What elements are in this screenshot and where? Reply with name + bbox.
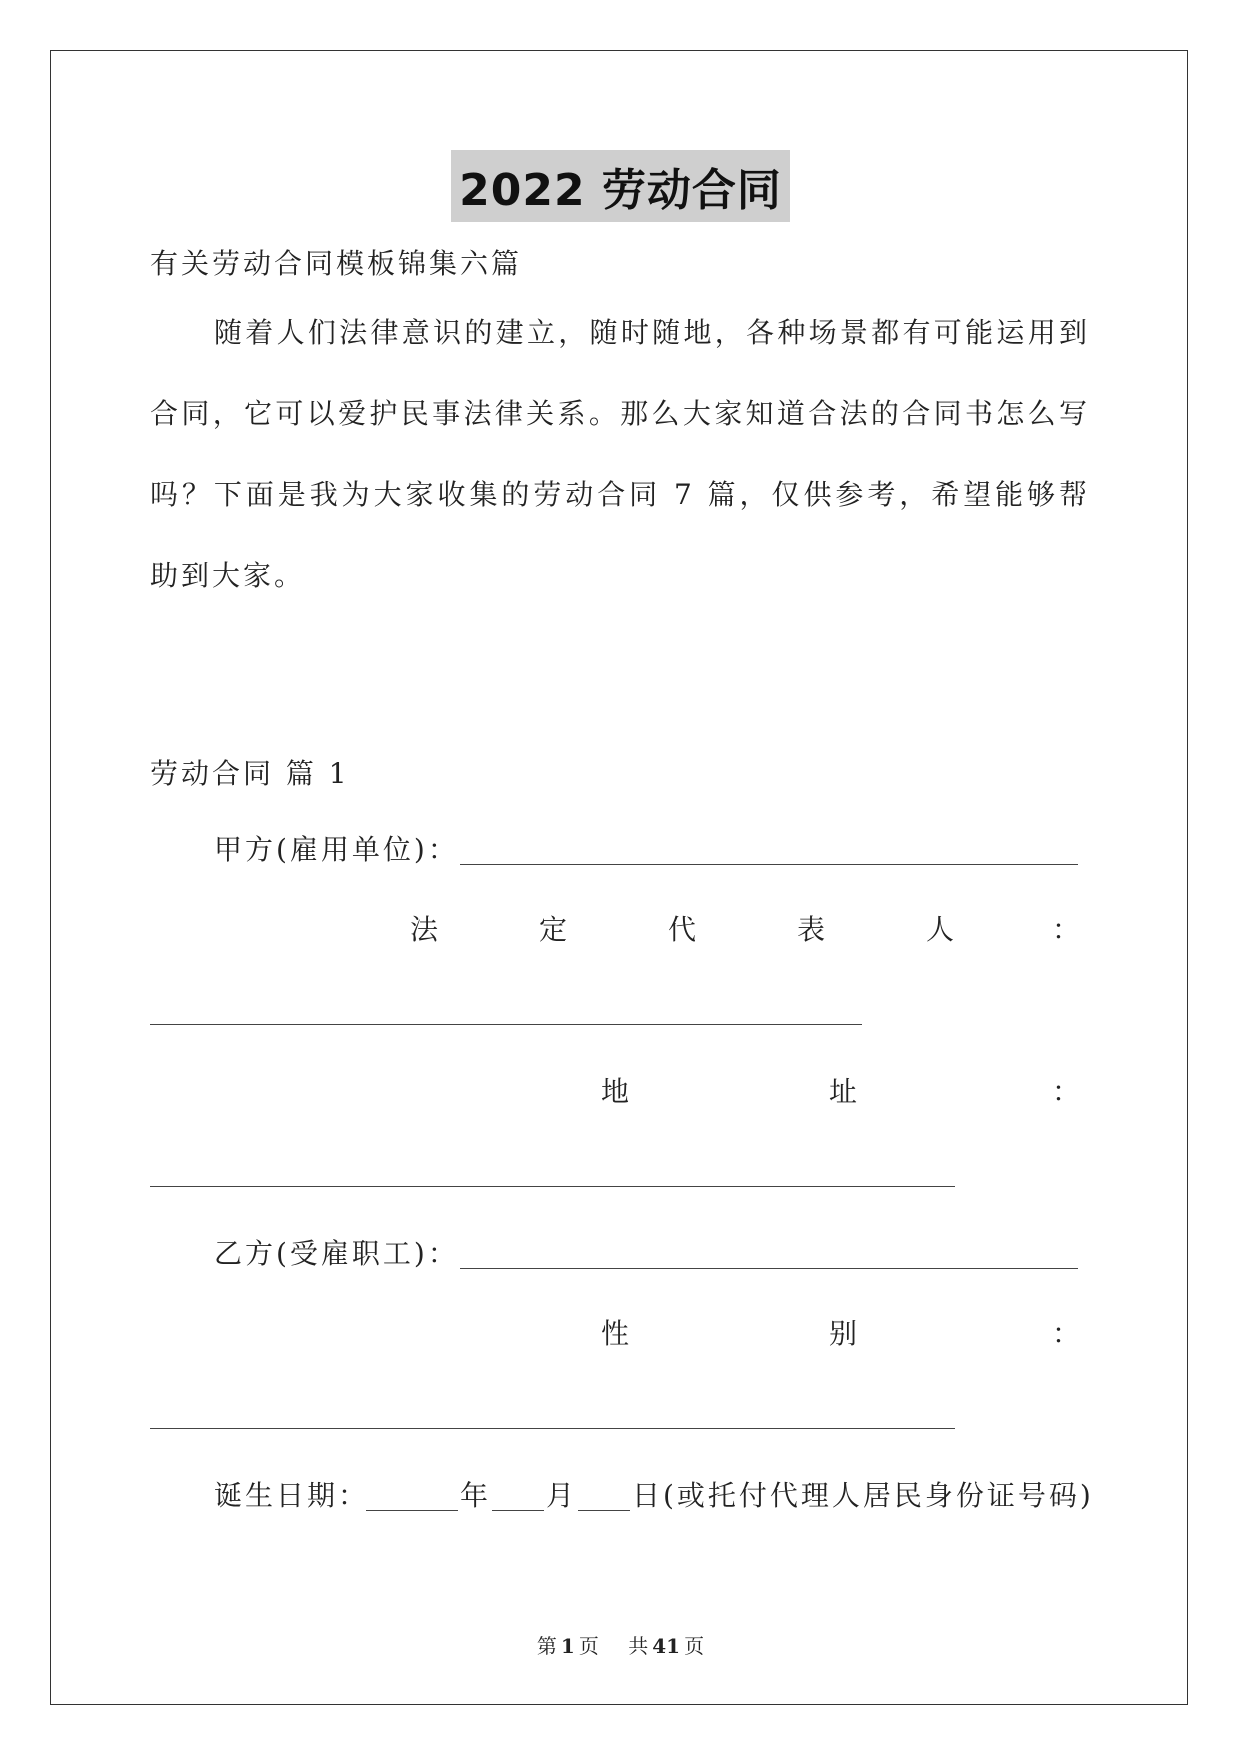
legal-rep-char-1: 法 [410,913,439,946]
legal-rep-char-5: 人 [926,913,955,946]
address-colon: ： [1052,1075,1081,1108]
birth-year-blank[interactable] [366,1510,458,1511]
party-b-label: 乙方(受雇职工)： [214,1237,459,1270]
section-heading: 劳动合同 篇 1 [150,757,350,790]
birth-year-label: 年 [460,1479,492,1512]
footer-page-suffix: 页 [578,1634,599,1658]
party-b-blank[interactable] [460,1268,1078,1269]
footer-total-prefix: 共 [628,1634,649,1658]
birth-day-label: 日(或托付代理人居民身份证号码) [632,1479,1094,1512]
intro-paragraph: 随着人们法律意识的建立，随时随地，各种场景都有可能运用到合同，它可以爱护民事法律关系。那么大家知道合法的合同书怎么写吗？下面是我为大家收集的劳动合同 7 篇，仅供参考，希望能够帮助到大家。 [150,316,1090,592]
birth-month-label: 月 [546,1479,578,1512]
legal-rep-colon: ： [1052,913,1081,946]
footer-total-suffix: 页 [684,1634,705,1658]
party-a-label: 甲方(雇用单位)： [214,833,459,866]
legal-rep-char-3: 代 [668,913,697,946]
document-subtitle: 有关劳动合同模板锦集六篇 [150,247,523,280]
document-title-wrap [0,150,1241,222]
address-blank[interactable] [150,1186,955,1187]
birth-label: 诞生日期： [214,1479,370,1512]
party-a-blank[interactable] [460,864,1078,865]
footer-page-prefix: 第 [536,1634,557,1658]
gender-char-2: 别 [829,1317,858,1350]
legal-rep-char-4: 表 [797,913,826,946]
gender-char-1: 性 [601,1317,630,1350]
gender-colon: ： [1052,1317,1081,1350]
document-title: 2022 劳动合同 [451,150,790,222]
legal-rep-blank[interactable] [150,1024,862,1025]
address-char-2: 址 [829,1075,858,1108]
footer-total-pages: 41 [652,1634,681,1658]
birth-month-blank[interactable] [492,1510,544,1511]
birth-day-blank[interactable] [578,1510,630,1511]
gender-blank[interactable] [150,1428,955,1429]
legal-rep-char-2: 定 [539,913,568,946]
page-footer [0,1630,1241,1659]
footer-page-number: 1 [560,1634,575,1658]
address-char-1: 地 [601,1075,630,1108]
